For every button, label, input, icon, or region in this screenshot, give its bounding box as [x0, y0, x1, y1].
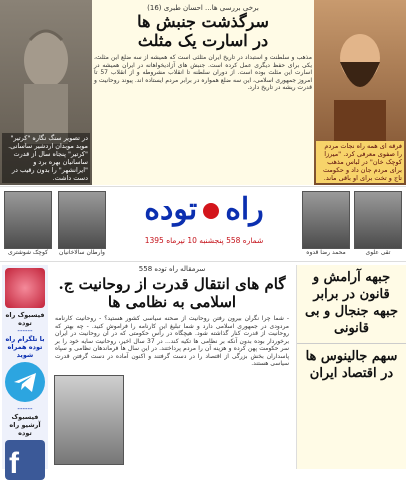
right-sidebar [296, 265, 406, 469]
sidebar-divider-2: ------ [17, 405, 33, 413]
telegram-link[interactable]: با تلگرام راه توده همراه شوید [5, 335, 45, 359]
portrait-1-name: کوچک شوشتری [8, 249, 48, 256]
rose-icon [203, 203, 219, 219]
rahe-tudeh-logo[interactable] [120, 192, 288, 236]
issue-info: شماره 558 پنجشنبه 10 تیرماه 1395 [144, 236, 264, 245]
portrait-3-name: محمد رضا قدوه [306, 249, 346, 256]
left-sidebar [2, 265, 48, 480]
kouchak-khan-portrait-image[interactable] [314, 0, 406, 185]
top-article-body: مذهب و سلطنت و استبداد در تاریخ ایران مثلثی است که همیشه از سه ضلع این مثلث، یکی برای حفظ دیگری عمل کرده است. جنبش های آزادیخواهانه در ایران همیشه در اسارت این مثلث بوده است. از دوران سلطنه تا انقلاب مشروطه و از انقلاب 57 تا امروز جمهوری اسلامی، این سه ضلع همواره در برابر مردم ایستاده اند. پیوند روحانیت و قدرت ریشه در تاریخ دارد. [94, 54, 312, 92]
top-article [94, 2, 312, 184]
logo-word-2: توده [144, 192, 198, 227]
relief-caption: در تصویر سنگ نگاره "کرتیر" موبد موبدان اردشیر ساسانی. "کرتیر" پنجاه سال از قدرت ساسانیان بهره برد و "ایرانشهر" را بدون رقیب در دست داشت. [2, 133, 90, 183]
sidebar-headline-1[interactable]: جبهه آرامش و قانون در برابر جبهه جنجال و بی قانونی [305, 270, 398, 336]
facebook-archive-link[interactable]: فیسبوک آرشیو راه توده [9, 413, 41, 437]
facebook-link[interactable]: فیسبوک راه توده [5, 311, 45, 327]
kouchak-caption: فرقه ای همه راه نجات مردم را صفوی معرفی کرد. "میرزا کوچک خان" در لباس مذهب برای مردم جان داد و حکومت تاج و تخت برای او باقی ماند. [316, 141, 404, 183]
portrait-2[interactable] [58, 191, 106, 249]
facebook-icon[interactable] [5, 440, 45, 480]
portrait-4[interactable] [354, 191, 402, 249]
main-editorial [52, 265, 292, 469]
rose-image-icon[interactable] [5, 268, 45, 308]
portrait-2-name: وارطان سالاخانیان [59, 249, 105, 256]
editorial-kicker: سرمقاله راه توده 558 [138, 265, 206, 273]
portrait-3[interactable] [302, 191, 350, 249]
top-article-headline-1[interactable]: سرگذشت جنبش ها [137, 12, 269, 31]
logo-word-1: راه [225, 192, 264, 227]
group-photo-image[interactable] [54, 375, 124, 465]
telegram-icon[interactable] [5, 362, 45, 402]
portrait-4-name: تقی علوی [365, 249, 391, 256]
sidebar-headline-2[interactable]: سهم جالینوس ها در اقتصاد ایران [297, 343, 406, 384]
portrait-1[interactable] [4, 191, 52, 249]
karteir-relief-image[interactable] [0, 0, 92, 185]
top-article-headline-2[interactable]: در اسارت یک مثلث [137, 31, 269, 50]
editorial-headline[interactable]: گام های انتقال قدرت از روحانیت ج. اسلامی به نظامی ها [58, 275, 286, 311]
svg-text:f: f [9, 447, 19, 480]
top-article-kicker: برخی بررسی ها... احسان طبری (16) [147, 4, 259, 12]
sidebar-divider-1: ------ [17, 327, 33, 335]
editorial-body: - شما چرا نگران بیرون رفتن روحانیت از صحنه سیاسی کشور هستید؟ - روحانیت کارنامه مردودی در جمهوری اسلامی دارد و شما تبلیغ این کارنامه را فراموش کنید. - چه بهتر که روحانیت از قدرت کنار گذاشته شود. هیچگاه در رأس حکومتی که در آن روحانیت در ایران برخوردار بوده بدون آنکه بر نظامی ها تکیه کند... در 37 سال اخیر، روحانیت سایه خود را بر سر حکومت پهن کرده و هزینه آن را مردم پرداختند. در این سال ها فرماندهان نظامی و سپاه پاسداران بخش بزرگی از اقتصاد را در دست گرفتند و اکنون آماده در دست گرفتن قدرت سیاسی هستند. [55, 315, 289, 367]
